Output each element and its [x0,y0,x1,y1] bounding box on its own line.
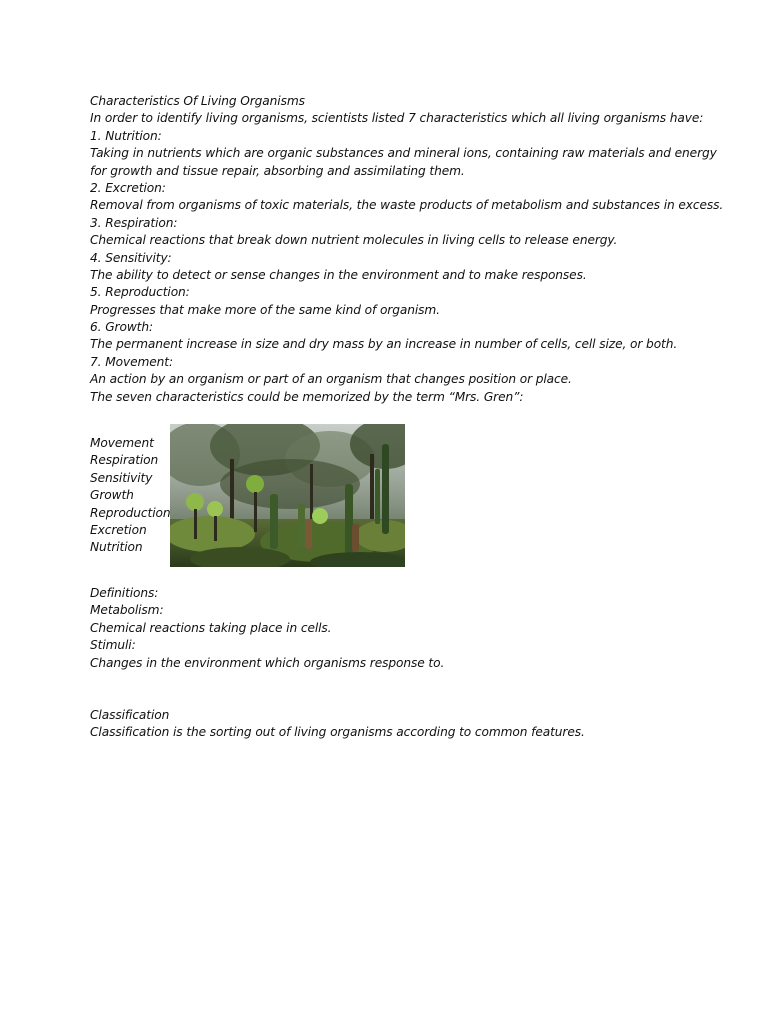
classification-heading: Classification [90,708,170,722]
characteristic-heading: 5. Reproduction: [90,285,190,300]
list-item: Reproduction [90,505,171,520]
characteristic-description: for growth and tissue repair, absorbing and assimilating them. [90,163,465,178]
mnemonic-intro: The seven characteristics could be memorized by the term “Mrs. Gren”: [90,389,524,404]
definition-text: Changes in the environment which organisms response to. [90,655,445,670]
characteristic-description: The ability to detect or sense changes in the environment and to make responses. [90,267,587,282]
characteristic-description: Removal from organisms of toxic materials, the waste products of metabolism and substances in excess. [90,198,724,213]
characteristic-description: Taking in nutrients which are organic substances and mineral ions, containing raw materials and energy [90,146,717,161]
characteristic-heading: 7. Movement: [90,354,173,369]
characteristic-heading: 6. Growth: [90,320,153,335]
intro-paragraph: In order to identify living organisms, scientists listed 7 characteristics which all living organisms have: [90,111,704,126]
classification-text: Classification is the sorting out of living organisms according to common features. [90,725,585,740]
characteristic-heading: 1. Nutrition: [90,128,162,143]
characteristic-description: Chemical reactions that break down nutrient molecules in living cells to release energy. [90,233,618,248]
list-item: Growth [90,488,134,503]
list-item: Respiration [90,453,159,468]
definitions-heading: Definitions: [90,586,159,600]
main-text-block [90,93,723,406]
list-item: Sensitivity [90,470,153,485]
list-item: Excretion [90,522,147,537]
definition-term: Stimuli: [90,638,136,653]
characteristic-description: Progresses that make more of the same kind of organism. [90,302,440,317]
characteristic-description: An action by an organism or part of an organism that changes position or place. [90,372,572,387]
characteristic-heading: 2. Excretion: [90,180,166,195]
characteristic-heading: 3. Respiration: [90,215,178,230]
list-item: Nutrition [90,540,143,555]
vegetation-photo [170,424,405,567]
list-item: Movement [90,436,154,450]
mnemonic-list [90,435,170,557]
definition-term: Metabolism: [90,603,164,618]
classification-block [90,707,585,742]
definitions-block [90,585,444,672]
characteristic-description: The permanent increase in size and dry mass by an increase in number of cells, cell size, or both. [90,337,678,352]
characteristic-heading: 4. Sensitivity: [90,250,172,265]
definition-text: Chemical reactions taking place in cells. [90,620,332,635]
document-title: Characteristics Of Living Organisms [90,94,305,108]
